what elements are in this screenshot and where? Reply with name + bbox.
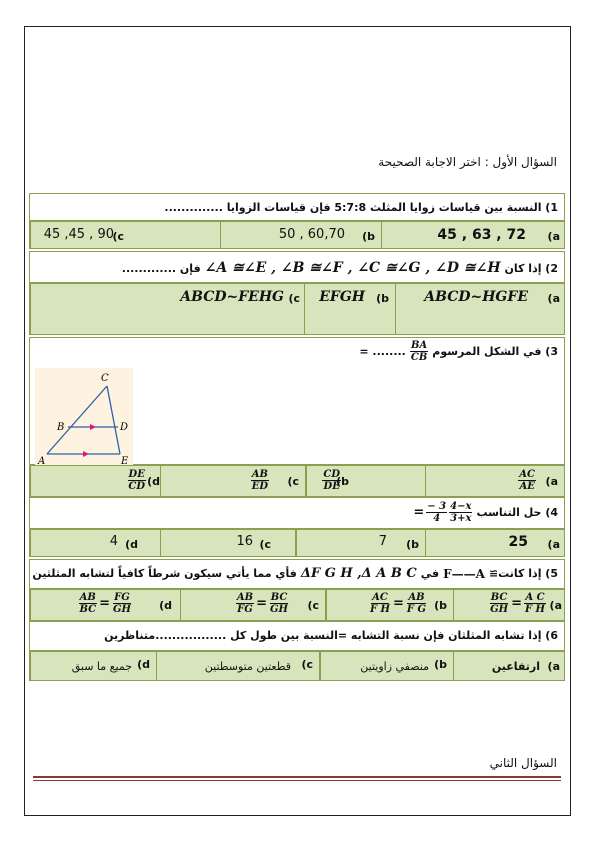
section2-title: السؤال الثاني (489, 756, 557, 770)
label-d: D (120, 422, 129, 433)
q5-option-b[interactable]: (b $\frac{AC}{\text{F H}}$ = $\frac{AB}{\text{F G}}$ (326, 590, 454, 620)
section1-title: السؤال الأول : اختر الاجابة الصحيحة (378, 155, 557, 169)
footer-rule (33, 776, 561, 778)
q2-condition: ∠A ≅∠E , ∠B ≅∠F , ∠C ≅∠G , ∠D ≅∠H (204, 260, 501, 276)
triangle-figure (35, 368, 133, 465)
q4-option-b[interactable]: (b 7 (296, 530, 426, 556)
q2-options (29, 283, 565, 335)
q4-row (29, 497, 565, 529)
label-e: E (121, 456, 129, 465)
q6-option-b[interactable]: (b منصفي زاويتين (320, 652, 454, 680)
q3-option-c[interactable]: (c $\frac{AB}{ED}$ (160, 466, 306, 496)
footer-rule-thin (33, 780, 561, 781)
q6-option-d[interactable]: (d جميع ما سبق (30, 652, 156, 680)
q3-option-a[interactable]: (a $\frac{AC}{AE}$ (519, 469, 558, 492)
q4-options (29, 529, 565, 557)
q5-options (29, 589, 565, 621)
q1-option-c[interactable]: (c 45 ,45 , 90 (30, 222, 220, 248)
q5-option-a[interactable]: (a $\frac{BC}{GH}$ = $\frac{\text{A C}}{\text{F H}}$ (490, 592, 562, 615)
q1-option-a[interactable]: (a 45 , 63 , 72 (437, 227, 560, 243)
q3-row (29, 337, 565, 465)
q3-option-d[interactable]: (d $\frac{DE}{CD}$ (30, 466, 160, 496)
q2-option-c[interactable]: (c ABCD~FEHG (30, 284, 304, 334)
q2-row (29, 251, 565, 283)
q5-option-d[interactable]: (d $\frac{AB}{BC}$ = $\frac{FG}{GH}$ (30, 590, 180, 620)
q4-option-a[interactable]: (a 25 (508, 534, 560, 551)
q1-option-b[interactable]: (b 50 , 60,70 (220, 222, 382, 248)
q4-fraction-right: $\frac{4-x}{3+x}$ (450, 501, 472, 524)
q5-option-c[interactable]: (c $\frac{AB}{FG}$ = $\frac{BC}{GH}$ (180, 590, 326, 620)
q1-text: 1) النسبة بين قياسات زوايا المثلث 5:7:8 فإن قياسات الزوايا .............. (164, 201, 558, 214)
label-a: A (38, 456, 46, 465)
q2-option-a[interactable]: (a ABCD~HGFE (424, 289, 560, 305)
label-c: C (101, 373, 109, 384)
q6-row (29, 621, 565, 651)
q2-option-b[interactable]: (b EFGH (304, 284, 396, 334)
q6-text: 6) إذا تشابه المثلثان فإن نسبة التشابه =النسبة بين طول كل .................متناظرين (104, 629, 558, 642)
q4-text: 4) حل التناسب = $\frac{- 3}{4}$ $\frac{4-x}{3+x}$ (413, 501, 558, 524)
q6-options (29, 651, 565, 681)
q6-option-a[interactable]: a) ارتفاعين (491, 660, 560, 673)
q1-row (29, 193, 565, 221)
q4-fraction-left: $\frac{- 3}{4}$ (427, 501, 447, 524)
q3-fraction: $\frac{BA}{CB}$ (410, 340, 428, 363)
q3-options (29, 465, 565, 497)
label-b: B (57, 422, 65, 433)
q3-text: 3) في الشكل المرسوم $\frac{BA}{CB}$ = ........ (359, 340, 558, 363)
q3-option-b[interactable]: (b $\frac{CD}{DE}$ (306, 466, 426, 496)
q6-option-c[interactable]: (c قطعتين متوسطتين (156, 652, 320, 680)
q5-row (29, 559, 565, 589)
q1-options (29, 221, 565, 249)
q4-option-c[interactable]: (c 16 (160, 530, 296, 556)
q4-option-d[interactable]: (d 4 (30, 530, 160, 556)
q5-text: 5) إذا كانت≅ F——A في ΔF G H ,Δ A B C فأي مما يأتي سيكون شرطاً كافياً لتشابه المثلثين (32, 566, 558, 581)
q2-text: 2) إذا كان ∠A ≅∠E , ∠B ≅∠F , ∠C ≅∠G , ∠D ≅∠H فإن ............. (121, 260, 558, 276)
